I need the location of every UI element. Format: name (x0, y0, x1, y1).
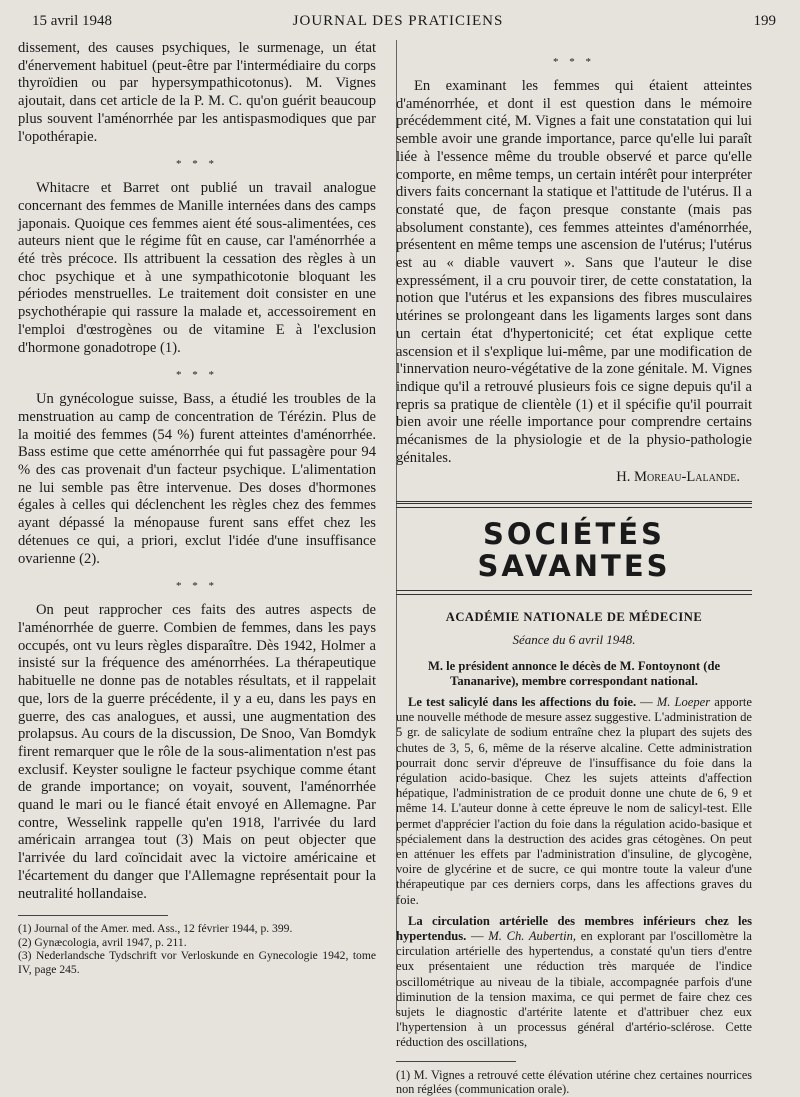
section-stars: * * * (176, 158, 218, 171)
paragraph: Whitacre et Barret ont publié un travail analogue concernant des femmes de Manille internées dans des camps japonais. Quoique ces femmes aient été sous-alimentées, ces auteurs nient que le régime fût en cause, car l'aménorrhée a été très précoce. Ils attribuent la cessation des règles à un choc psychique et à une sympathicotonie bloquant les périodes menstruelles. Le traitement doit consister en une psychothérapie qui rassure la malade et, accessoirement en l'emploi d'œstrogènes ou de vitamine E à l'exclusion d'hormone gonadotrope (1). (18, 180, 376, 356)
footnote-rule (396, 1061, 516, 1062)
rule (396, 590, 752, 595)
death-notice: M. le président annonce le décès de M. Fontoynont (de Tananarive), membre correspondant national. (427, 658, 721, 688)
footnote: (1) M. Vignes a retrouvé cette élévation utérine chez certaines nourrices non réglées (communication orale). (396, 1067, 752, 1097)
paragraph: En examinant les femmes qui étaient atteintes d'aménorrhée, et dont il est question dans le mémoire précédemment cité, M. Vignes a fait une constatation qui lui semble avoir une grande importance, parce qu'elle lui paraît liée à l'essence même du trouble observé et parce qu'elle comporte, en même temps, un certain intérêt pour interpréter divers faits concernant la statique et l'attitude de l'utérus. Il a constaté que, de façon presque constante (mais pas absolument constante), ces femmes atteintes d'aménorrhée, présentent en même temps une ascension de l'utérus; l'utérus est au « diable vauvert ». Sans que l'auteur le dise expressément, il a cru pouvoir tirer, de cette constatation, la notion que l'utérus et les expansions des fibres musculaires utérines se prolongeant dans les ligaments larges sont dans un certain état d'hypertonicité; cet état explique cette ascension et il s'explique lui-même, par une modification de l'innervation neuro-végétative de la zone génitale. M. Vignes indique qu'il a retrouvé plusieurs fois ce signe depuis qu'il a repris sa pratique de clientèle (1) et il spécifie qu'il pourrait bien avoir une réelle importance pour comprendre certains mécanismes de la physiologie et de la physio-pathologie génitales. (396, 78, 752, 466)
section-stars: * * * (176, 580, 218, 593)
left-column (18, 40, 376, 977)
footnote: (3) Nederlandsche Tydschrift vor Verloskunde en Gynecologie 1942, tome IV, page 245. (18, 949, 376, 977)
item-body: en explorant par l'oscillomètre la circulation artérielle des hypertendus, a constaté qu'un tiers d'entre eux présentaient une réduction très marquée de l'indice oscillométrique au niveau de la tibiale, accompagnée parfois d'une diminution de la tension maxima, ce qui permet de faire chez ces sujets le diagnostic d'artérite latente et d'attribuer chez eux l'hypertension à un processus général d'artério-sclérose. Cette réduction des oscillations, (396, 929, 753, 1050)
journal-title: JOURNAL DES PRATICIENS (292, 13, 504, 29)
running-header (20, 13, 776, 35)
footnote-rule (18, 915, 168, 916)
section-stars: * * * (176, 369, 218, 382)
issue-date: 15 avril 1948 (32, 13, 112, 29)
footnote: (1) Journal of the Amer. med. Ass., 12 février 1944, p. 399. (18, 922, 293, 936)
rule (396, 501, 752, 502)
proceeding-item: Le test salicylé dans les affections du foie. — M. Loeper apporte une nouvelle méthode de mesure assez suggestive. L'administration de 5 gr. de salicylate de sodium entraîne chez la plupart des sujets des chutes de 3, 5, 6, même de la réserve alcaline. Cette administration pourrait donc servir d'épreuve de l'insuffisance du foie dans la régulation acido-basique. Chez les sujets atteints d'affection hépatique, l'administration de ce produit donne une chute de 6, 9 et même 14. L'auteur donne à cette épreuve le nom de salicyl-test. Elle permet d'apprécier l'action du foie dans la régulation acido-basique et spécialement dans la destruction des acides gras cétogènes. On peut en atténuer les effets par l'administration d'insuline, de glycogène, voire de glycérine et de sucre, ce qui montre toute la valeur d'une thérapeutique par ces derniers corps, dans les affections graves du foie. (396, 694, 752, 907)
item-title: Le test salicylé dans les affections du foie. (408, 694, 637, 709)
author-signature: H. Moreau-Lalande. (616, 469, 740, 486)
item-title: La circulation artérielle des membres inférieurs chez les hypertendus. (396, 913, 752, 944)
item-author: M. Loeper (656, 694, 711, 709)
page-number: 199 (753, 13, 776, 29)
footnote: (2) Gynæcologia, avril 1947, p. 211. (18, 935, 187, 949)
footnote-block (396, 1061, 752, 1097)
proceedings (396, 659, 752, 1051)
proceeding-item: La circulation artérielle des membres inférieurs chez les hypertendus. — M. Ch. Aubertin, en explorant par l'oscillomètre la circulation artérielle des hypertendus, a constaté qu'un tiers d'entre eux présentaient une réduction très marquée de l'indice oscillométrique au niveau de la tibiale, accompagnée parfois d'une diminution de la tension maxima, ce qui permet de faire chez ces sujets le diagnostic d'artérite latente et d'attribuer chez eux l'hypertension à un processus général d'artério-sclérose. Cette réduction des oscillations, (396, 913, 753, 1050)
section-stars: * * * (553, 56, 595, 68)
rule (396, 503, 752, 508)
paragraph: Un gynécologue suisse, Bass, a étudié les troubles de la menstruation au camp de concentration de Térézin. Plus de la moitié des femmes (54 %) furent atteintes d'aménorrhée. Bass estime que cette aménorrhée qui fut passagère pour 94 % des cas provenait d'un facteur psychique. L'alimentation ne lui semble pas être intervenue. Des doses d'hormones égales à celles qui déclenchent les règles chez des femmes ayant dépassé la ménopause furent sans effet chez les détenues ce qui, a priori, exclut l'idée d'une insuffisance ovarienne (2). (18, 391, 376, 567)
right-column (396, 40, 752, 1097)
academy-heading: ACADÉMIE NATIONALE DE MÉDECINE (445, 610, 703, 625)
section-title: SOCIÉTÉS SAVANTES (477, 517, 671, 584)
paragraph: On peut rapprocher ces faits des autres aspects de l'aménorrhée de guerre. Combien de femmes, dans les pays occupés, ont vu leurs règles disparaître. Dès 1942, Holmer a insisté sur la fréquence des aménorrhées. La thérapeutique habituelle ne donne pas de notables résultats, et il rappelait que, lors de la guerre précédente, il y a eu, dans les pays en guerre, des cas analogues, et aussi, une augmentation des prolapsus. Au cours de la discussion, De Snoo, Van Bomdyk firent remarquer que le rôle de la sous-alimentation n'est pas exclusif. Keyster souligne le facteur psychique comme étant de grande importance; on voyait, souvent, l'aménorrhée quand le mari ou le fiancé était envoyé en Allemagne. Par contre, Wesselink rappelle qu'en 1918, l'arrivée du lard américain arrangea tout (3) Mais on peut objecter que l'arrivée du lard coïncidait avec la victoire américaine et l'écartement du danger que l'Allemagne représentait pour la neutralité hollandaise. (18, 602, 376, 902)
item-body: apporte une nouvelle méthode de mesure assez suggestive. L'administration de 5 gr. de salicylate de sodium entraîne chez la plupart des sujets des chutes de 3, 5, 6, même de la réserve alcaline. Cette administration pourrait donc servir d'épreuve de l'insuffisance du foie dans la régulation acido-basique. Chez les sujets atteints d'affection hépatique, l'administration de ce produit donne une chute de 6, 9 et même 14. L'auteur donne à cette épreuve le nom de salicyl-test. Elle permet d'apprécier l'action du foie dans la régulation acido-basique et spécialement dans la destruction des acides gras cétogènes. On peut en atténuer les effets par l'administration d'insuline, de glycogène, voire de glycérine et de sucre, ce qui montre toute la valeur d'une thérapeutique par ces derniers corps, dans les affections graves du foie. (396, 694, 752, 907)
session-date: Séance du 6 avril 1948. (512, 631, 636, 647)
item-author: M. Ch. Aubertin, (488, 929, 577, 944)
paragraph: dissement, des causes psychiques, le surmenage, un état d'énervement habituel (peut-être par l'intermédiaire du corps thyroïdien ou par hypersympathicotonus). M. Vignes ajoutait, dans cet article de la P. M. C. qu'on guérit beaucoup plus souvent l'aménorrhée par les antispasmodiques que par l'opothérapie. (18, 40, 376, 145)
